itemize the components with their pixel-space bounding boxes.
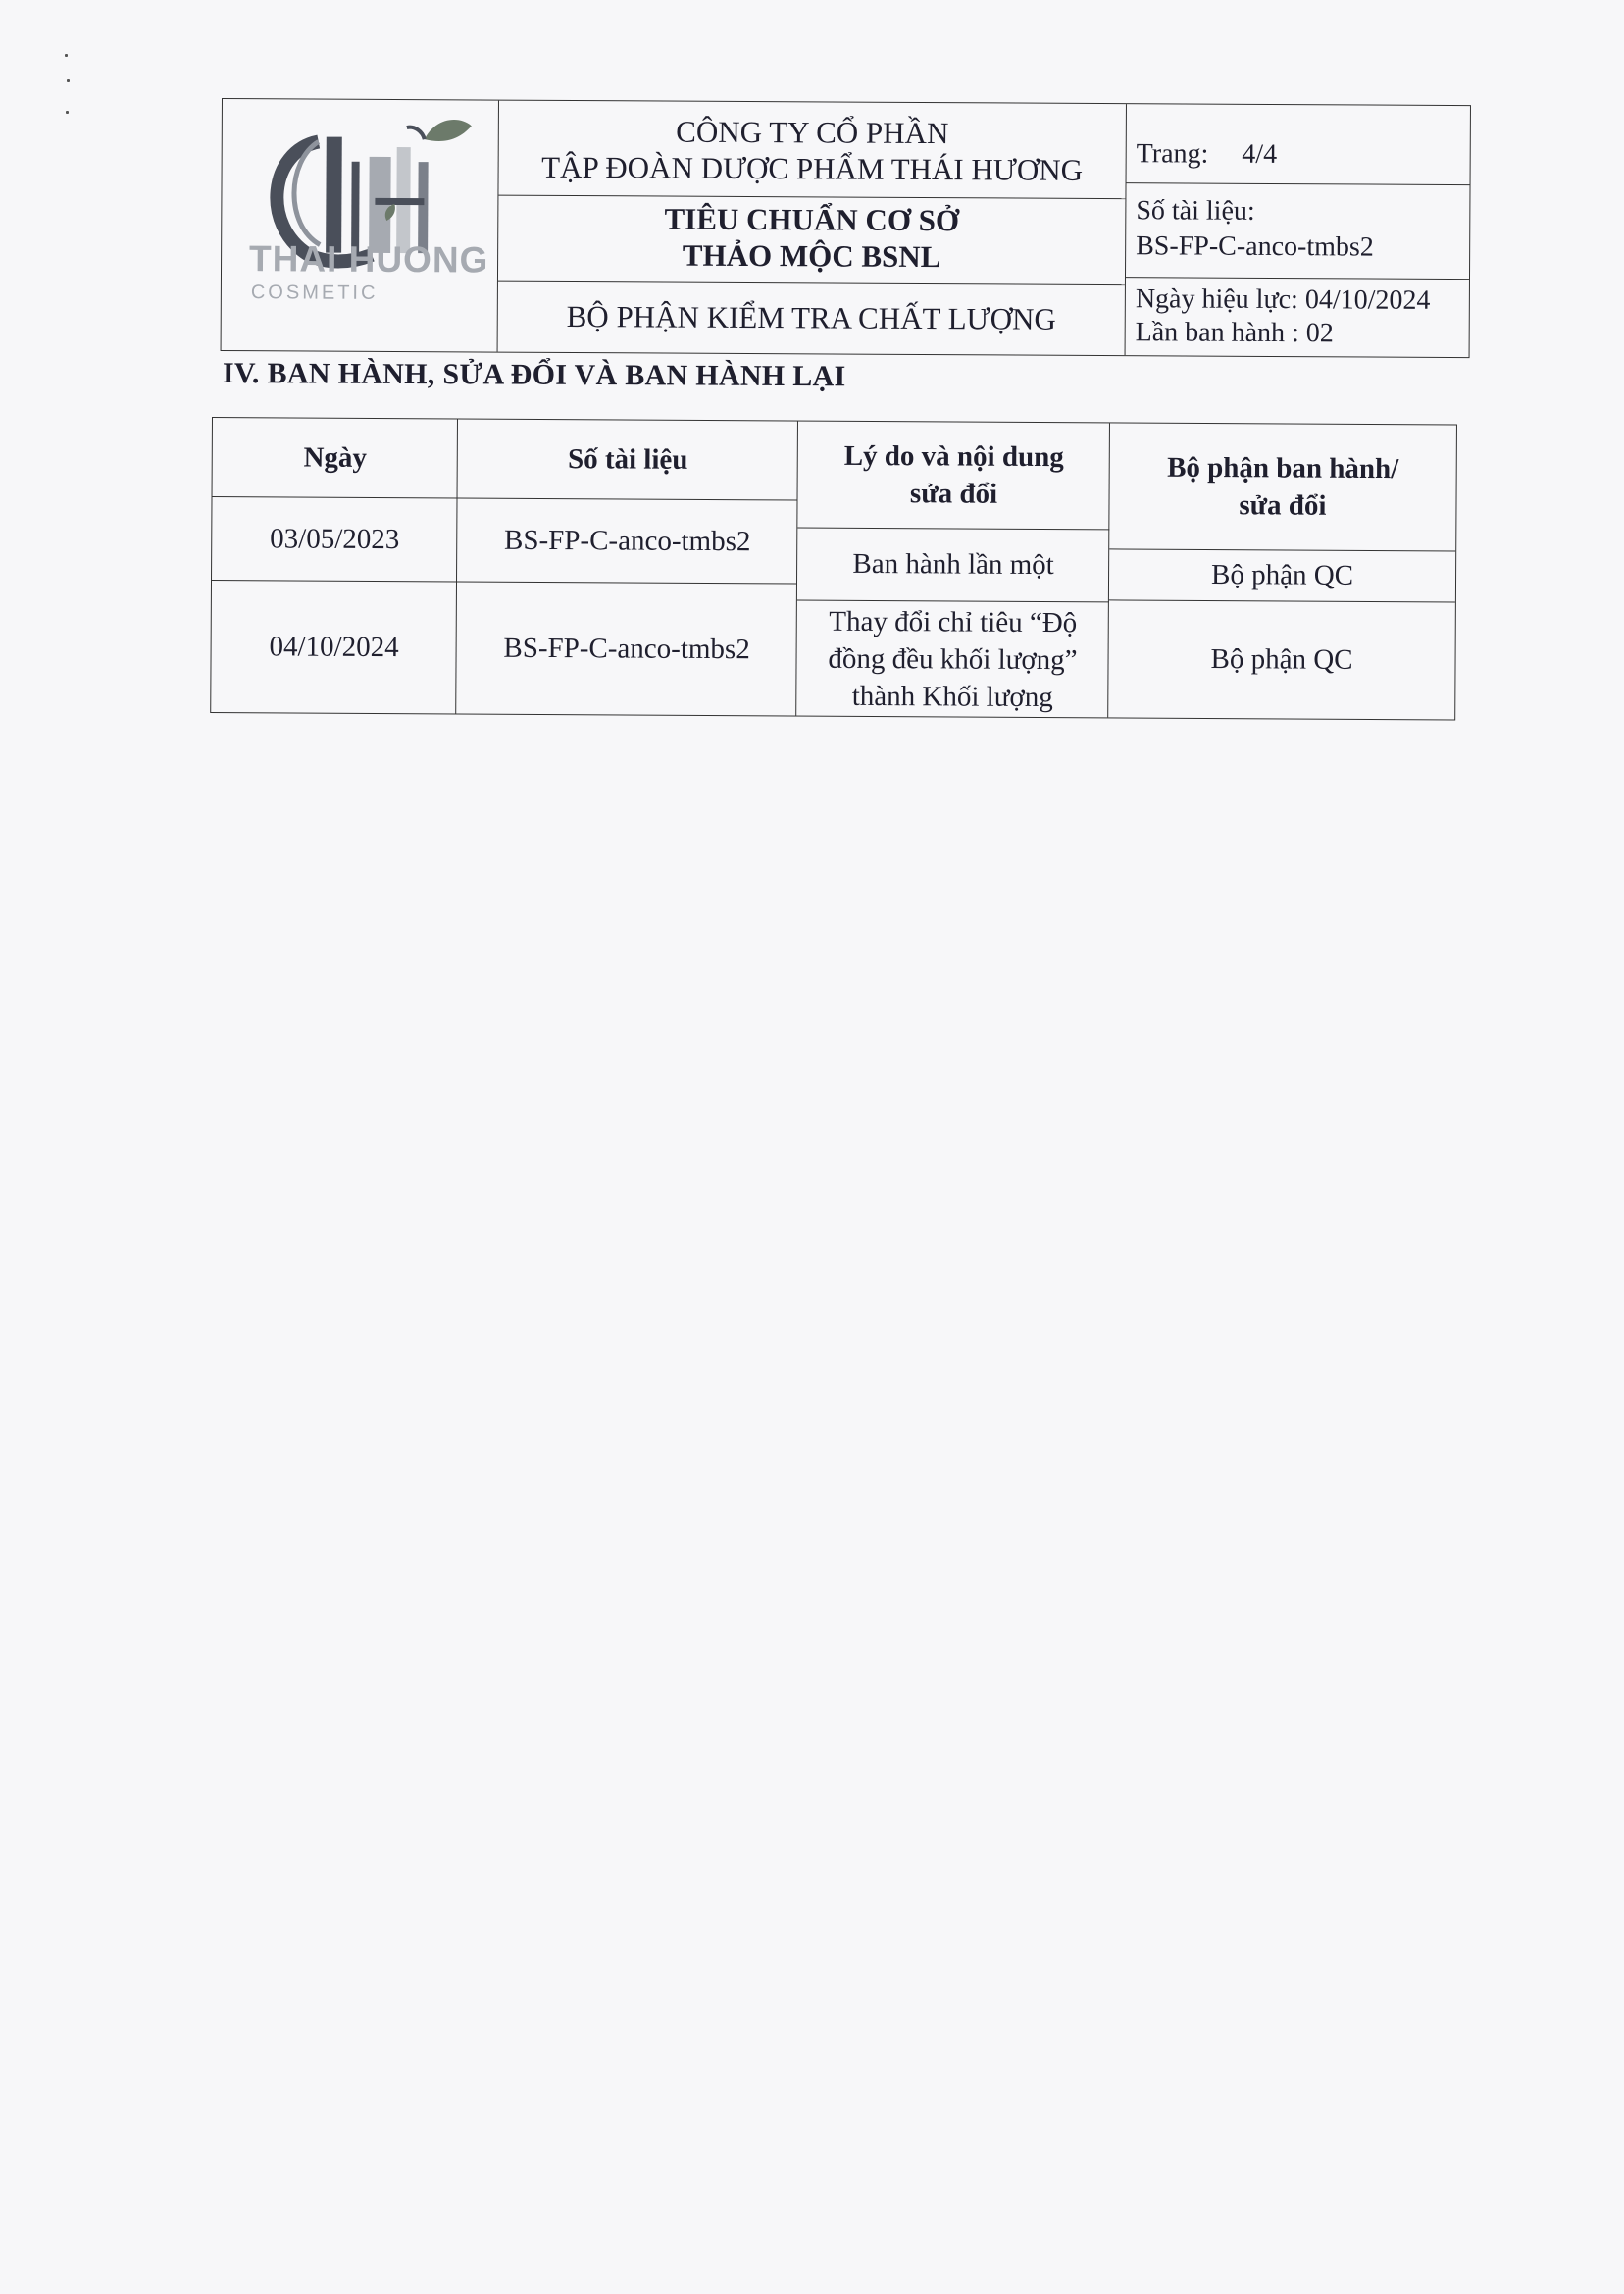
header-doc-number: Số tài liệu <box>567 443 688 476</box>
logo-cell <box>222 99 499 352</box>
table-cell-reason: Thay đổi chỉ tiêu “Độ đồng đều khối lượng” thành Khối lượng <box>828 605 1078 714</box>
issue-number: Lần ban hành : 02 <box>1135 317 1334 349</box>
company-name <box>499 113 1126 189</box>
table-cell-reason: Ban hành lần một <box>852 547 1054 582</box>
header-reason: Lý do và nội dung sửa đổi <box>843 439 1064 510</box>
title-line-2: THẢO MỘC BSNL <box>682 237 941 275</box>
table-cell-department: Bộ phận QC <box>1210 559 1354 591</box>
table-cell-doc: BS-FP-C-anco-tmbs2 <box>503 524 751 557</box>
document-header <box>221 98 1471 358</box>
table-cell-date: 03/05/2023 <box>270 522 400 555</box>
table-cell-date: 04/10/2024 <box>269 630 399 663</box>
department-name: BỘ PHẬN KIỂM TRA CHẤT LƯỢNG <box>498 281 1125 357</box>
title-line-1: TIÊU CHUẨN CƠ SỞ <box>664 201 960 238</box>
revision-history-table <box>210 417 1457 721</box>
document-meta-cell <box>1126 104 1470 357</box>
table-cell-doc: BS-FP-C-anco-tmbs2 <box>503 632 750 665</box>
section-title: IV. BAN HÀNH, SỬA ĐỔI VÀ BAN HÀNH LẠI <box>222 357 846 393</box>
page-number <box>1137 137 1278 171</box>
header-date: Ngày <box>303 441 368 474</box>
company-line-1: CÔNG TY CỔ PHẦN <box>676 114 949 151</box>
doc-number-label: Số tài liệu: <box>1136 195 1255 227</box>
header-title-cell <box>498 101 1127 356</box>
logo-brand: THAI HUONG <box>248 238 489 280</box>
page-label: Trang: <box>1136 138 1209 170</box>
page-value: 4/4 <box>1242 138 1278 171</box>
doc-number-value: BS-FP-C-anco-tmbs2 <box>1136 230 1374 263</box>
table-cell-department: Bộ phận QC <box>1210 643 1353 676</box>
document-title <box>498 195 1125 280</box>
effective-date: Ngày hiệu lực: 04/10/2024 <box>1135 283 1431 316</box>
header-department: Bộ phận ban hành/ sửa đổi <box>1167 451 1399 522</box>
scan-specks <box>63 54 71 123</box>
company-line-2: TẬP ĐOÀN DƯỢC PHẨM THÁI HƯƠNG <box>541 149 1084 187</box>
logo-subtitle: COSMETIC <box>250 281 379 304</box>
